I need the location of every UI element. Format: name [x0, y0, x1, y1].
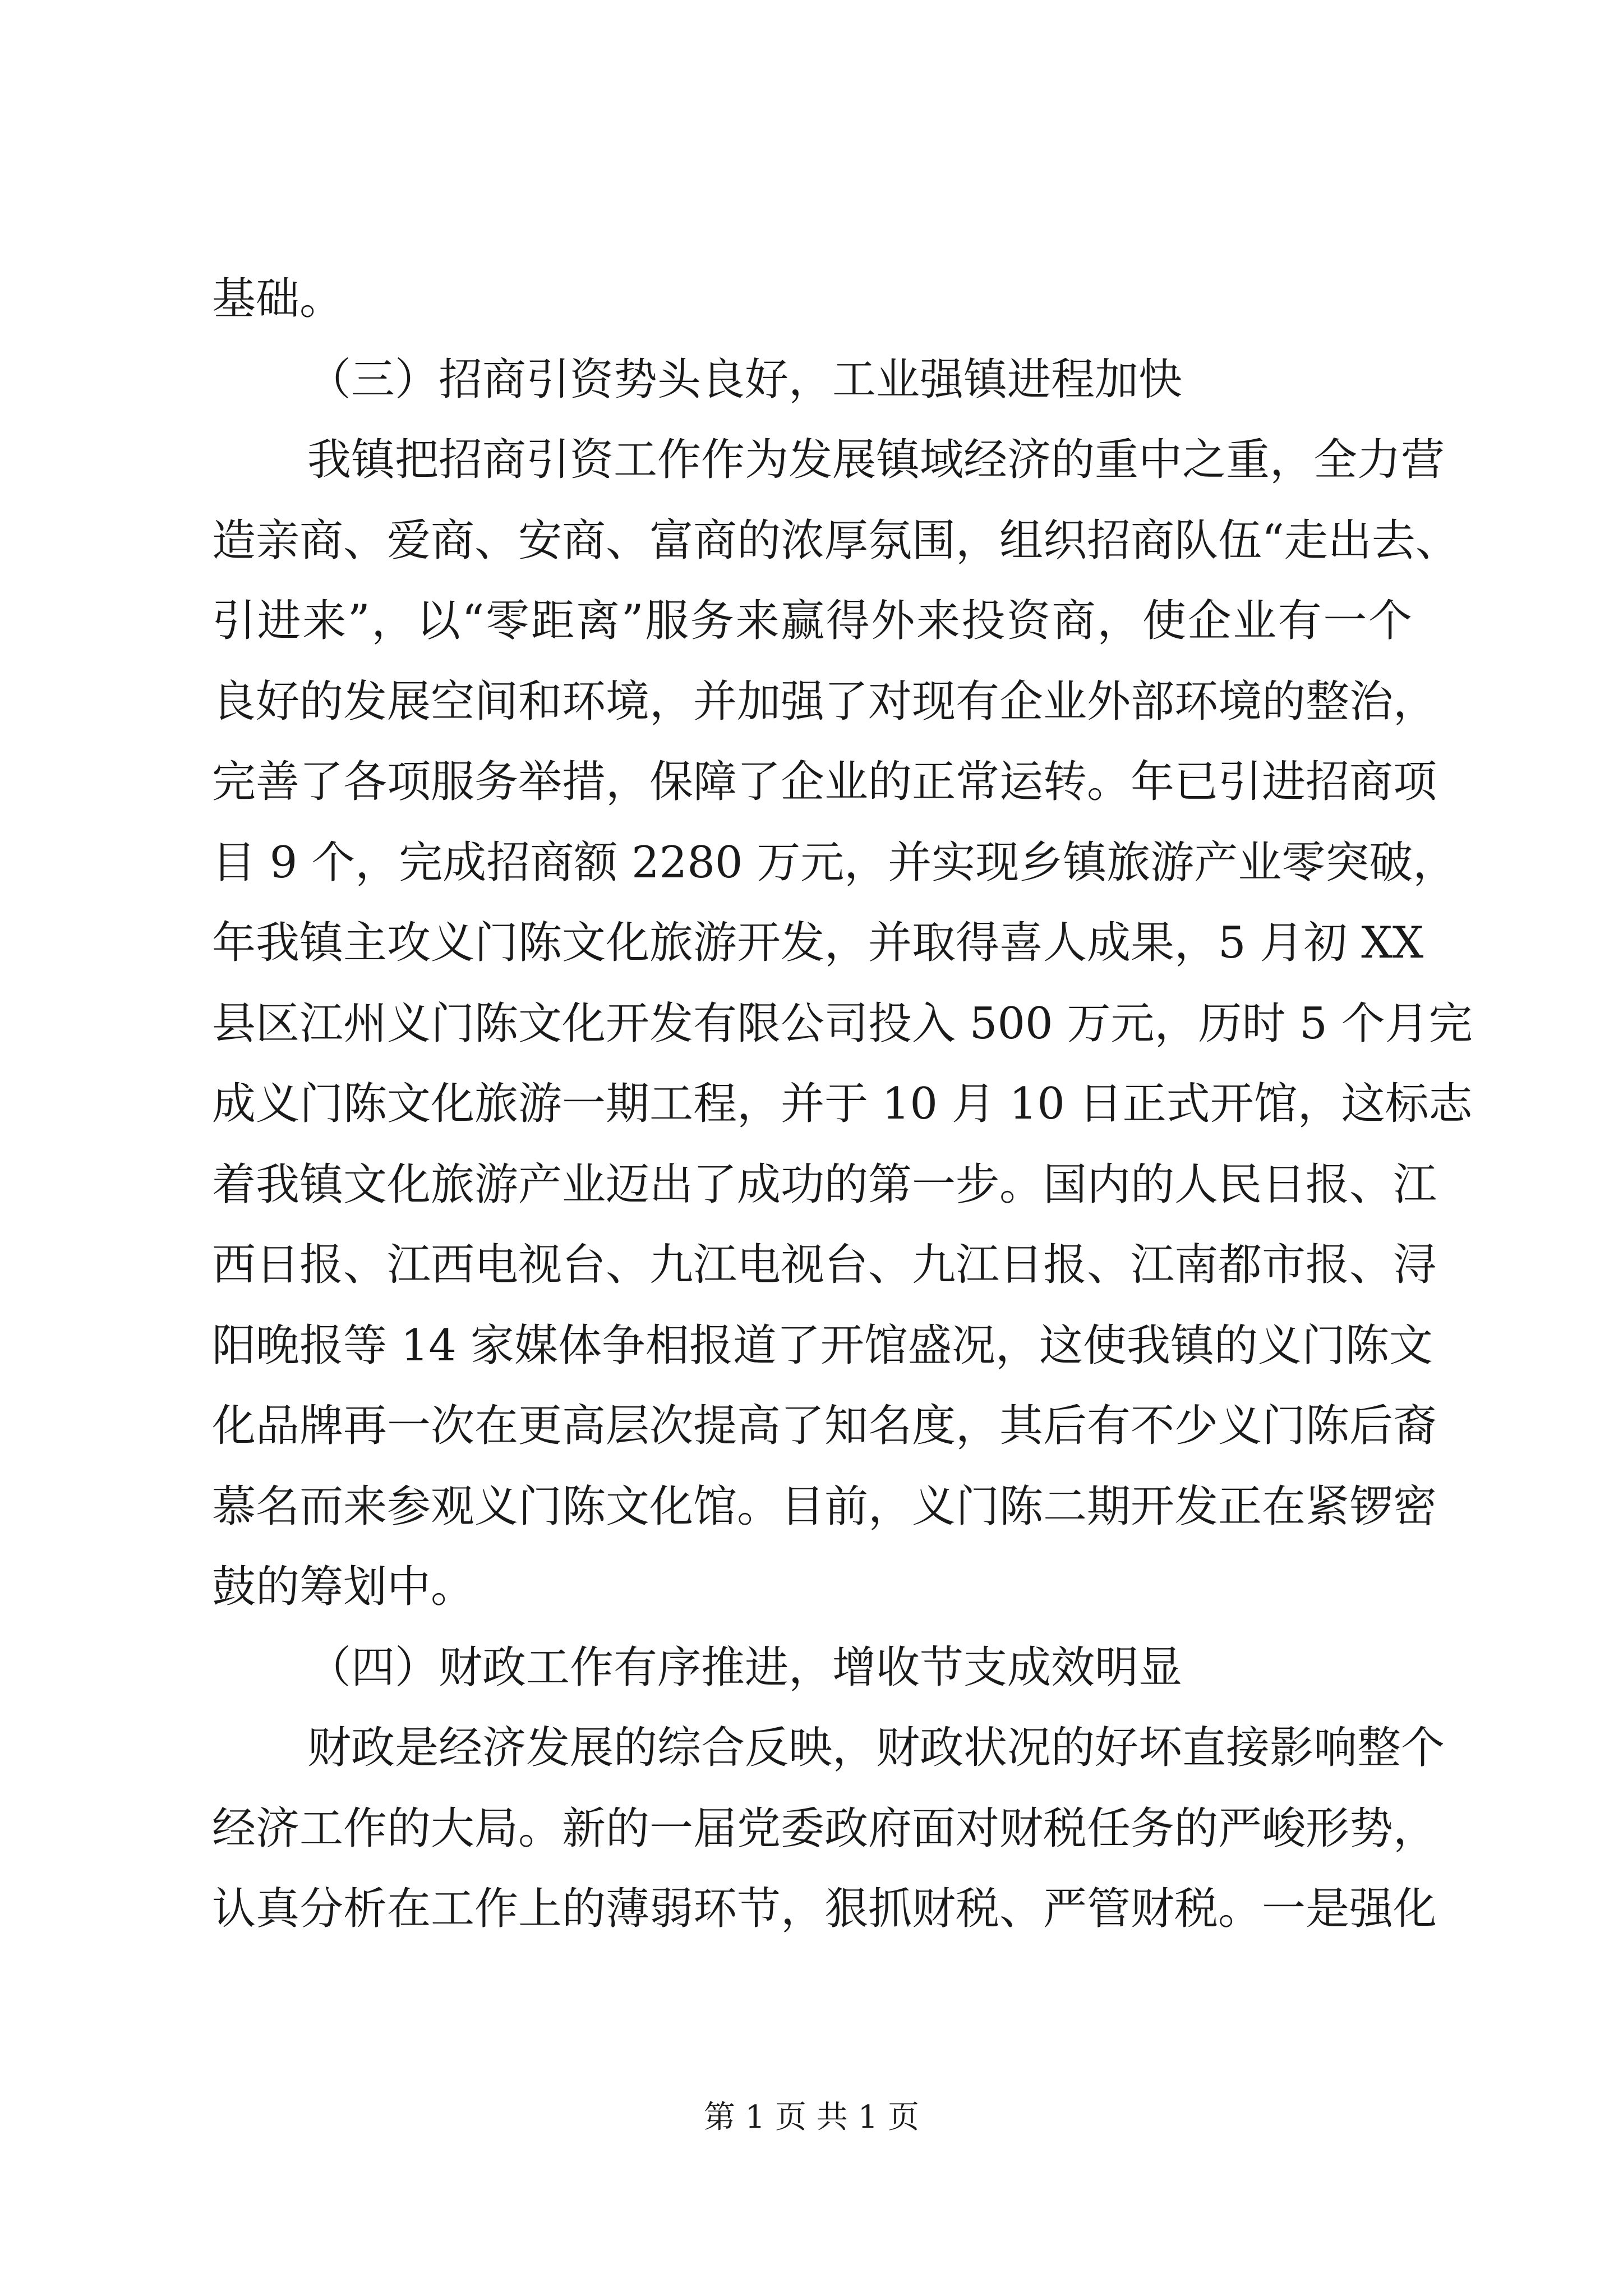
text-line: 基础。 [212, 274, 344, 324]
section-heading: （四）财政工作有序推进，增收节支成效明显 [307, 1642, 1183, 1693]
text-line: 县区江州义门陈文化开发有限公司投入 500 万元，历时 5 个月完 [212, 998, 1473, 1049]
text-line: 阳晚报等 14 家媒体争相报道了开馆盛况，这使我镇的义门陈文 [212, 1320, 1433, 1371]
text-line: 财政是经济发展的综合反映，财政状况的好坏直接影响整个 [307, 1723, 1445, 1773]
text-line: 良好的发展空间和环境，并加强了对现有企业外部环境的整治， [212, 676, 1437, 727]
section-heading: （三）招商引资势头良好，工业强镇进程加快 [307, 354, 1183, 405]
text-line: 我镇把招商引资工作作为发展镇域经济的重中之重，全力营 [307, 435, 1445, 485]
text-line: 化品牌再一次在更高层次提高了知名度，其后有不少义门陈后裔 [212, 1401, 1437, 1451]
text-line: 成义门陈文化旅游一期工程，并于 10 月 10 日正式开馆，这标志 [212, 1079, 1473, 1129]
page-footer: 第 1 页 共 1 页 [703, 2099, 920, 2136]
text-line: 慕名而来参观义门陈文化馆。目前，义门陈二期开发正在紧锣密 [212, 1481, 1437, 1532]
text-line: 认真分析在工作上的薄弱环节，狠抓财税、严管财税。一是强化 [212, 1884, 1437, 1934]
text-line: 造亲商、爱商、安商、富商的浓厚氛围，组织招商队伍“走出去、 [212, 515, 1459, 566]
text-line: 引进来”，以“零距离”服务来赢得外来投资商，使企业有一个 [212, 596, 1412, 646]
text-line: 经济工作的大局。新的一届党委政府面对财税任务的严峻形势， [212, 1803, 1437, 1854]
body-text [212, 259, 1473, 1950]
text-line: 着我镇文化旅游产业迈出了成功的第一步。国内的人民日报、江 [212, 1159, 1437, 1210]
text-line: 年我镇主攻义门陈文化旅游开发，并取得喜人成果，5 月初 XX [212, 918, 1424, 968]
text-line: 目 9 个，完成招商额 2280 万元，并实现乡镇旅游产业零突破， [212, 837, 1457, 888]
text-line: 完善了各项服务举措，保障了企业的正常运转。年已引进招商项 [212, 757, 1437, 807]
text-line: 鼓的筹划中。 [212, 1562, 475, 1612]
text-line: 西日报、江西电视台、九江电视台、九江日报、江南都市报、浔 [212, 1240, 1437, 1290]
